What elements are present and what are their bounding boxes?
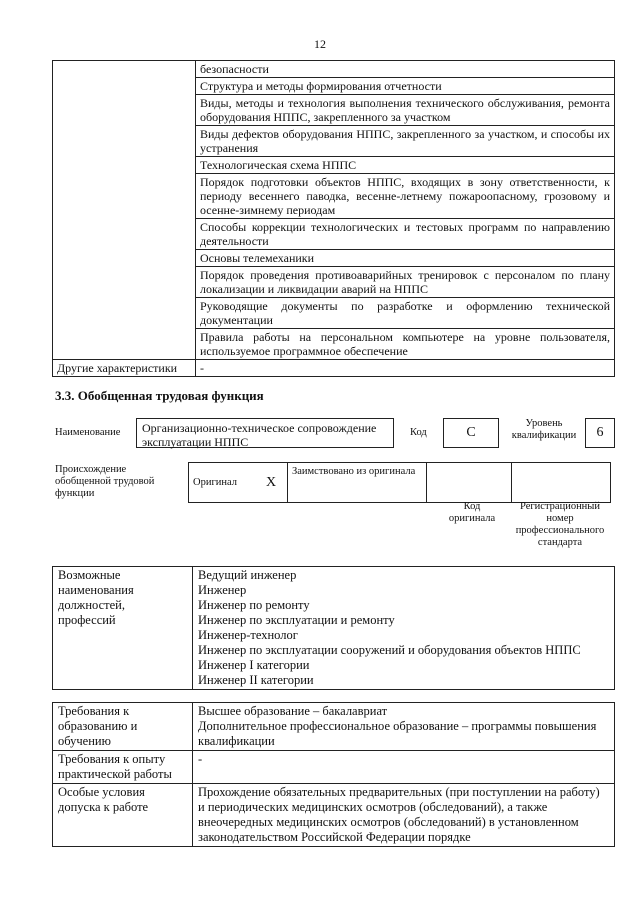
knowledge-item: Структура и методы формирования отчетности xyxy=(196,78,615,95)
original-code-caption: Код оригинала xyxy=(448,501,496,524)
original-mark: X xyxy=(255,463,288,503)
position-item: Инженер II категории xyxy=(198,673,314,687)
experience-value: - xyxy=(193,751,615,784)
empty-label-cell xyxy=(53,61,196,360)
original-label: Оригинал xyxy=(189,463,256,503)
function-name-box: Организационно-техническое сопровождение эксплуатации НППС xyxy=(136,418,394,448)
knowledge-item: Виды дефектов оборудования НППС, закрепленного за участком, и способы их устранения xyxy=(196,126,615,157)
knowledge-item: Основы телемеханики xyxy=(196,250,615,267)
code-label: Код xyxy=(410,427,427,438)
borrowed-label: Заимствовано из оригинала xyxy=(288,463,427,503)
positions-list xyxy=(193,567,615,690)
positions-label: Возможные наименования должностей, профессий xyxy=(53,567,193,690)
registration-number-cell xyxy=(512,463,611,503)
knowledge-item: Порядок подготовки объектов НППС, входящих в зону ответственности, к периоду весеннего паводка, весенне-летнему пожароопасному, грозовому и осенне-зимнему периодам xyxy=(196,174,615,219)
knowledge-item: Способы коррекции технологических и тестовых программ по направлению деятельности xyxy=(196,219,615,250)
knowledge-item: Порядок проведения противоаварийных тренировок с персоналом по плану локализации и ликвидации аварий на НППС xyxy=(196,267,615,298)
position-item: Ведущий инженер xyxy=(198,568,297,582)
knowledge-item: Виды, методы и технология выполнения технического обслуживания, ремонта оборудования НППС, закрепленного за участком xyxy=(196,95,615,126)
knowledge-item: Технологическая схема НППС xyxy=(196,157,615,174)
name-label: Наименование xyxy=(55,427,121,438)
other-characteristics-label: Другие характеристики xyxy=(53,360,196,377)
position-item: Инженер I категории xyxy=(198,658,310,672)
level-label: Уровень квалификации xyxy=(511,418,577,441)
position-item: Инженер по эксплуатации сооружений и оборудования объектов НППС xyxy=(198,643,581,657)
position-item: Инженер по ремонту xyxy=(198,598,310,612)
section-heading: 3.3. Обобщенная трудовая функция xyxy=(55,388,264,403)
knowledge-item: Правила работы на персональном компьютере на уровне пользователя, используемое программное обеспечение xyxy=(196,329,615,360)
special-conditions-label: Особые условия допуска к работе xyxy=(53,784,193,847)
origin-label: Происхождение обобщенной трудовой функции xyxy=(55,464,155,499)
education-label: Требования к образованию и обучению xyxy=(53,703,193,751)
knowledge-item: безопасности xyxy=(196,61,615,78)
education-value: Высшее образование – бакалавриат Дополнительное профессиональное образование – программы повышения квалификации xyxy=(193,703,615,751)
code-box: C xyxy=(443,418,499,448)
knowledge-table xyxy=(52,60,615,377)
position-item: Инженер-технолог xyxy=(198,628,298,642)
position-item: Инженер xyxy=(198,583,247,597)
position-item: Инженер по эксплуатации и ремонту xyxy=(198,613,395,627)
knowledge-item: Руководящие документы по разработке и оформлению технической документации xyxy=(196,298,615,329)
level-box: 6 xyxy=(585,418,615,448)
page-number: 12 xyxy=(314,37,326,51)
other-characteristics-value: - xyxy=(196,360,615,377)
original-code-cell xyxy=(427,463,512,503)
positions-table xyxy=(52,566,615,690)
special-conditions-value: Прохождение обязательных предварительных (при поступлении на работу) и периодических медицинских осмотров (обследований), а также внеочередных медицинских осмотров (обследований) в установленном законодательством Российской Федерации порядке xyxy=(193,784,615,847)
requirements-table xyxy=(52,702,615,847)
registration-number-caption: Регистрационный номер профессионального стандарта xyxy=(515,501,605,548)
origin-table xyxy=(188,462,611,503)
experience-label: Требования к опыту практической работы xyxy=(53,751,193,784)
